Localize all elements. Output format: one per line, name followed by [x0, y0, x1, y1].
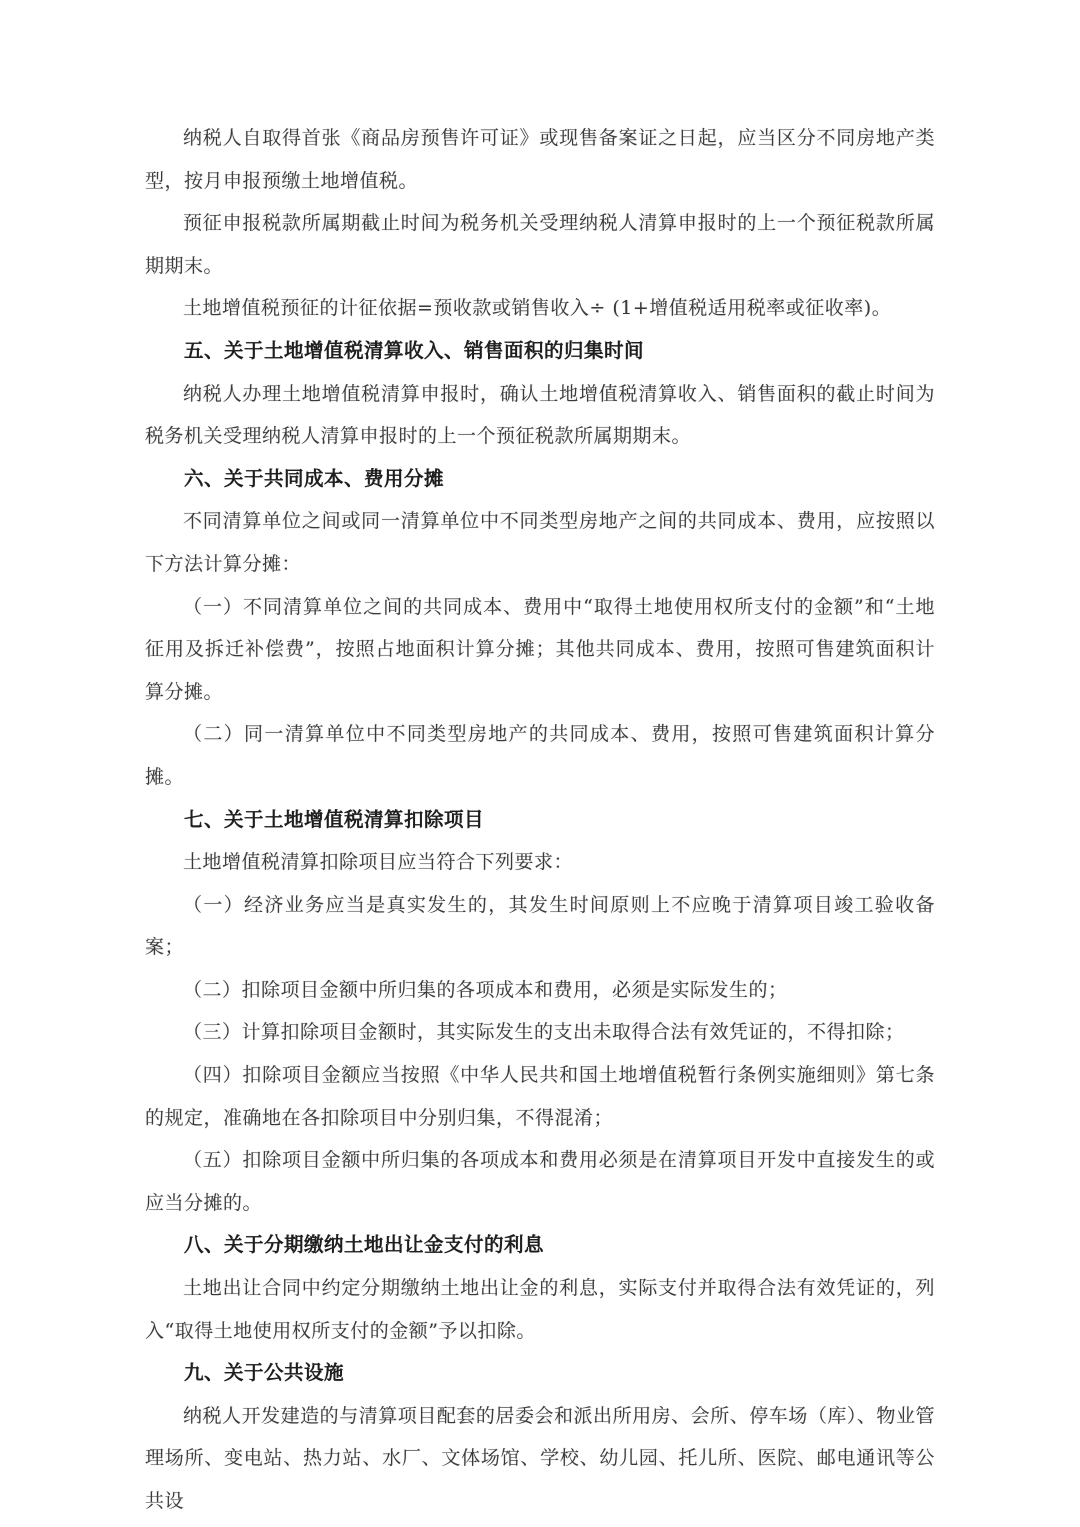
heading-section-seven-deduction-items: 七、关于土地增值税清算扣除项目: [184, 807, 485, 831]
heading-section-eight-installment-interest: 八、关于分期缴纳土地出让金支付的利息: [184, 1233, 545, 1257]
paragraph-monthly-prepay-declaration: 纳税人自取得首张《商品房预售许可证》或现售备案证之日起，应当区分不同房地产类型，按月申报预缴土地增值税。: [145, 127, 935, 192]
paragraph-deduction-item-two: （二）扣除项目金额中所归集的各项成本和费用，必须是实际发生的；: [183, 978, 788, 1001]
paragraph-prepay-tax-base-formula: 土地增值税预征的计征依据=预收款或销售收入÷ (1+增值税适用税率或征收率)。: [183, 297, 892, 320]
heading-section-six-common-cost-allocation: 六、关于共同成本、费用分摊: [184, 466, 445, 490]
paragraph-prepay-period-cutoff: 预征申报税款所属期截止时间为税务机关受理纳税人清算申报时的上一个预征税款所属期期末。: [145, 212, 935, 277]
paragraph-deduction-requirements-intro: 土地增值税清算扣除项目应当符合下列要求：: [183, 851, 574, 874]
paragraph-deduction-item-one: （一）经济业务应当是真实发生的，其发生时间原则上不应晚于清算项目竣工验收备案；: [145, 893, 935, 959]
paragraph-installment-interest-deduction: 土地出让合同中约定分期缴纳土地出让金的利息，实际支付并取得合法有效凭证的，列入“取得土地使用权所支付的金额”予以扣除。: [145, 1277, 935, 1342]
paragraph-allocation-item-one: （一）不同清算单位之间的共同成本、费用中“取得土地使用权所支付的金额”和“土地征用及拆迁补偿费”，按照占地面积计算分摊；其他共同成本、费用，按照可售建筑面积计算分摊。: [145, 595, 935, 703]
paragraph-common-cost-allocation-intro: 不同清算单位之间或同一清算单位中不同类型房地产之间的共同成本、费用，应按照以下方法计算分摊：: [145, 510, 935, 575]
heading-section-nine-public-facilities: 九、关于公共设施: [184, 1361, 345, 1385]
heading-section-five-income-area-collection-time: 五、关于土地增值税清算收入、销售面积的归集时间: [184, 338, 645, 362]
paragraph-deduction-item-five: （五）扣除项目金额中所归集的各项成本和费用必须是在清算项目开发中直接发生的或应当分摊的。: [145, 1149, 935, 1214]
paragraph-deduction-item-three: （三）计算扣除项目金额时，其实际发生的支出未取得合法有效凭证的，不得扣除；: [183, 1021, 905, 1044]
paragraph-public-facilities-list: 纳税人开发建造的与清算项目配套的居委会和派出所用房、会所、停车场（库）、物业管理场所、变电站、热力站、水厂、文体场馆、学校、幼儿园、托儿所、医院、邮电通讯等公共设: [145, 1404, 935, 1512]
paragraph-clearance-income-cutoff: 纳税人办理土地增值税清算申报时，确认土地增值税清算收入、销售面积的截止时间为税务机关受理纳税人清算申报时的上一个预征税款所属期期末。: [145, 382, 935, 448]
paragraph-deduction-item-four: （四）扣除项目金额应当按照《中华人民共和国土地增值税暂行条例实施细则》第七条的规定，准确地在各扣除项目中分别归集，不得混淆；: [145, 1064, 935, 1129]
paragraph-allocation-item-two: （二）同一清算单位中不同类型房地产的共同成本、费用，按照可售建筑面积计算分摊。: [145, 723, 935, 788]
document-body: [145, 117, 935, 1523]
